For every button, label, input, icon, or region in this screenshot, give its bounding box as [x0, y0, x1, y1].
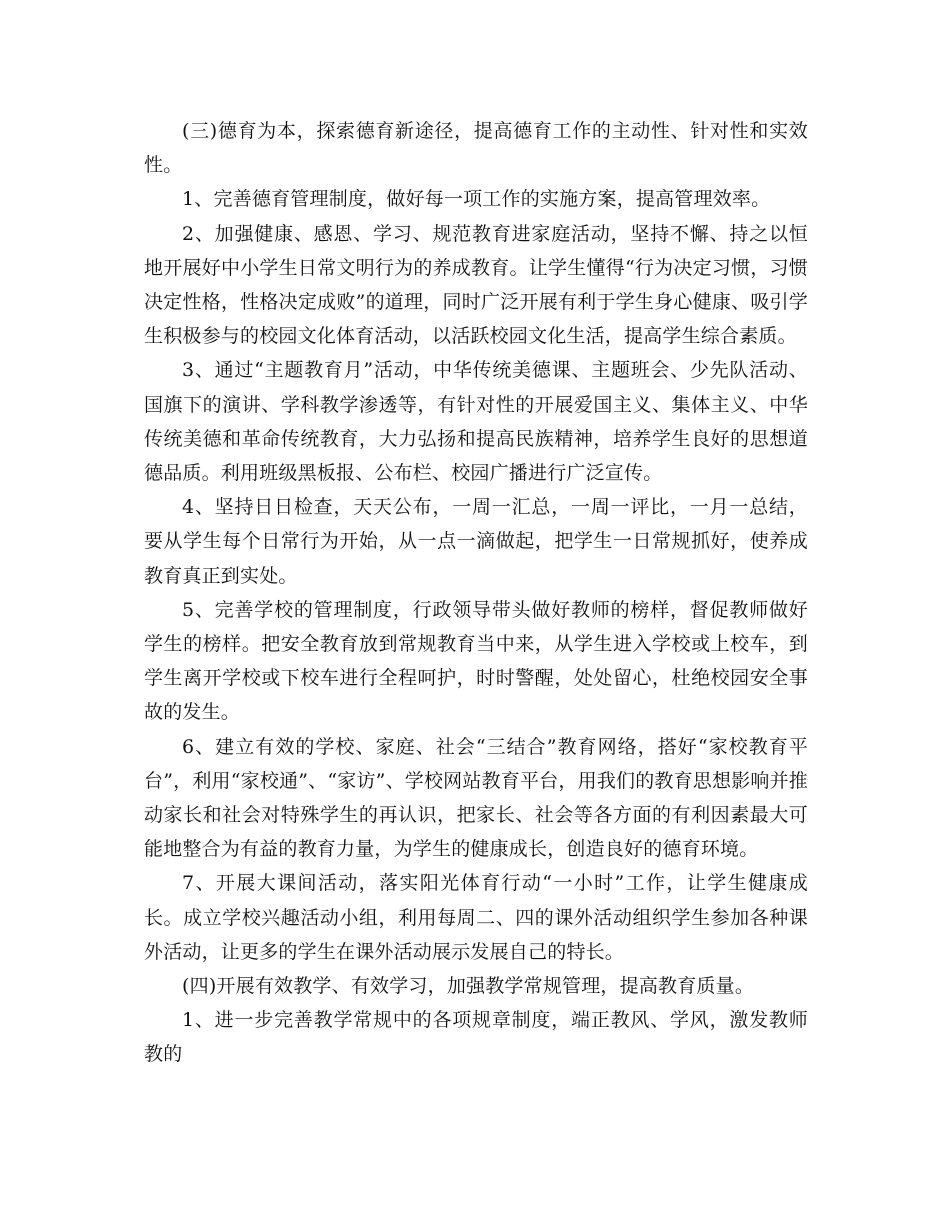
- paragraph-teaching-item-1: 1、进一步完善教学常规中的各项规章制度，端正教风、学风，激发教师教的: [144, 1009, 808, 1066]
- paragraph-item-2: 2、加强健康、感恩、学习、规范教育进家庭活动，坚持不懈、持之以恒地开展好中小学生日常文明行为的养成教育。让学生懂得“行为决定习惯，习惯决定性格，性格决定成败”的道理，同时广泛开展有利于学生身心健康、吸引学生积极参与的校园文化体育活动，以活跃校园文化生活，提高学生综合素质。: [144, 222, 808, 348]
- paragraph-item-5: 5、完善学校的管理制度，行政领导带头做好教师的榜样，督促教师做好学生的榜样。把安全教育放到常规教育当中来，从学生进入学校或上校车，到学生离开学校或下校车进行全程呵护，时时警醒，处处留心，杜绝校园安全事故的发生。: [144, 598, 808, 724]
- paragraph-item-6: 6、建立有效的学校、家庭、社会“三结合”教育网络，搭好“家校教育平台”，利用“家校通”、“家访”、学校网站教育平台，用我们的教育思想影响并推动家长和社会对特殊学生的再认识，把家长、社会等各方面的有利因素最大可能地整合为有益的教育力量，为学生的健康成长，创造良好的德育环境。: [144, 735, 808, 861]
- paragraph-item-3: 3、通过“主题教育月”活动，中华传统美德课、主题班会、少先队活动、国旗下的演讲、学科教学渗透等，有针对性的开展爱国主义、集体主义、中华传统美德和革命传统教育，大力弘扬和提高民族精神，培养学生良好的思想道德品质。利用班级黑板报、公布栏、校园广播进行广泛宣传。: [144, 359, 808, 485]
- section-heading-effective-teaching: (四)开展有效教学、有效学习，加强教学常规管理，提高教育质量。: [182, 975, 755, 998]
- section-heading-moral-education: (三)德育为本，探索德育新途径，提高德育工作的主动性、针对性和实效性。: [144, 120, 808, 177]
- paragraph-item-7: 7、开展大课间活动，落实阳光体育行动“一小时”工作，让学生健康成长。成立学校兴趣活动小组，利用每周二、四的课外活动组织学生参加各种课外活动，让更多的学生在课外活动展示发展自己的特长。: [144, 872, 808, 963]
- paragraph-item-1: 1、完善德育管理制度，做好每一项工作的实施方案，提高管理效率。: [182, 188, 771, 211]
- document-body: [144, 114, 808, 1072]
- paragraph-item-4: 4、坚持日日检查，天天公布，一周一汇总，一周一评比，一月一总结，要从学生每个日常行为开始，从一点一滴做起，把学生一日常规抓好，使养成教育真正到实处。: [144, 496, 808, 587]
